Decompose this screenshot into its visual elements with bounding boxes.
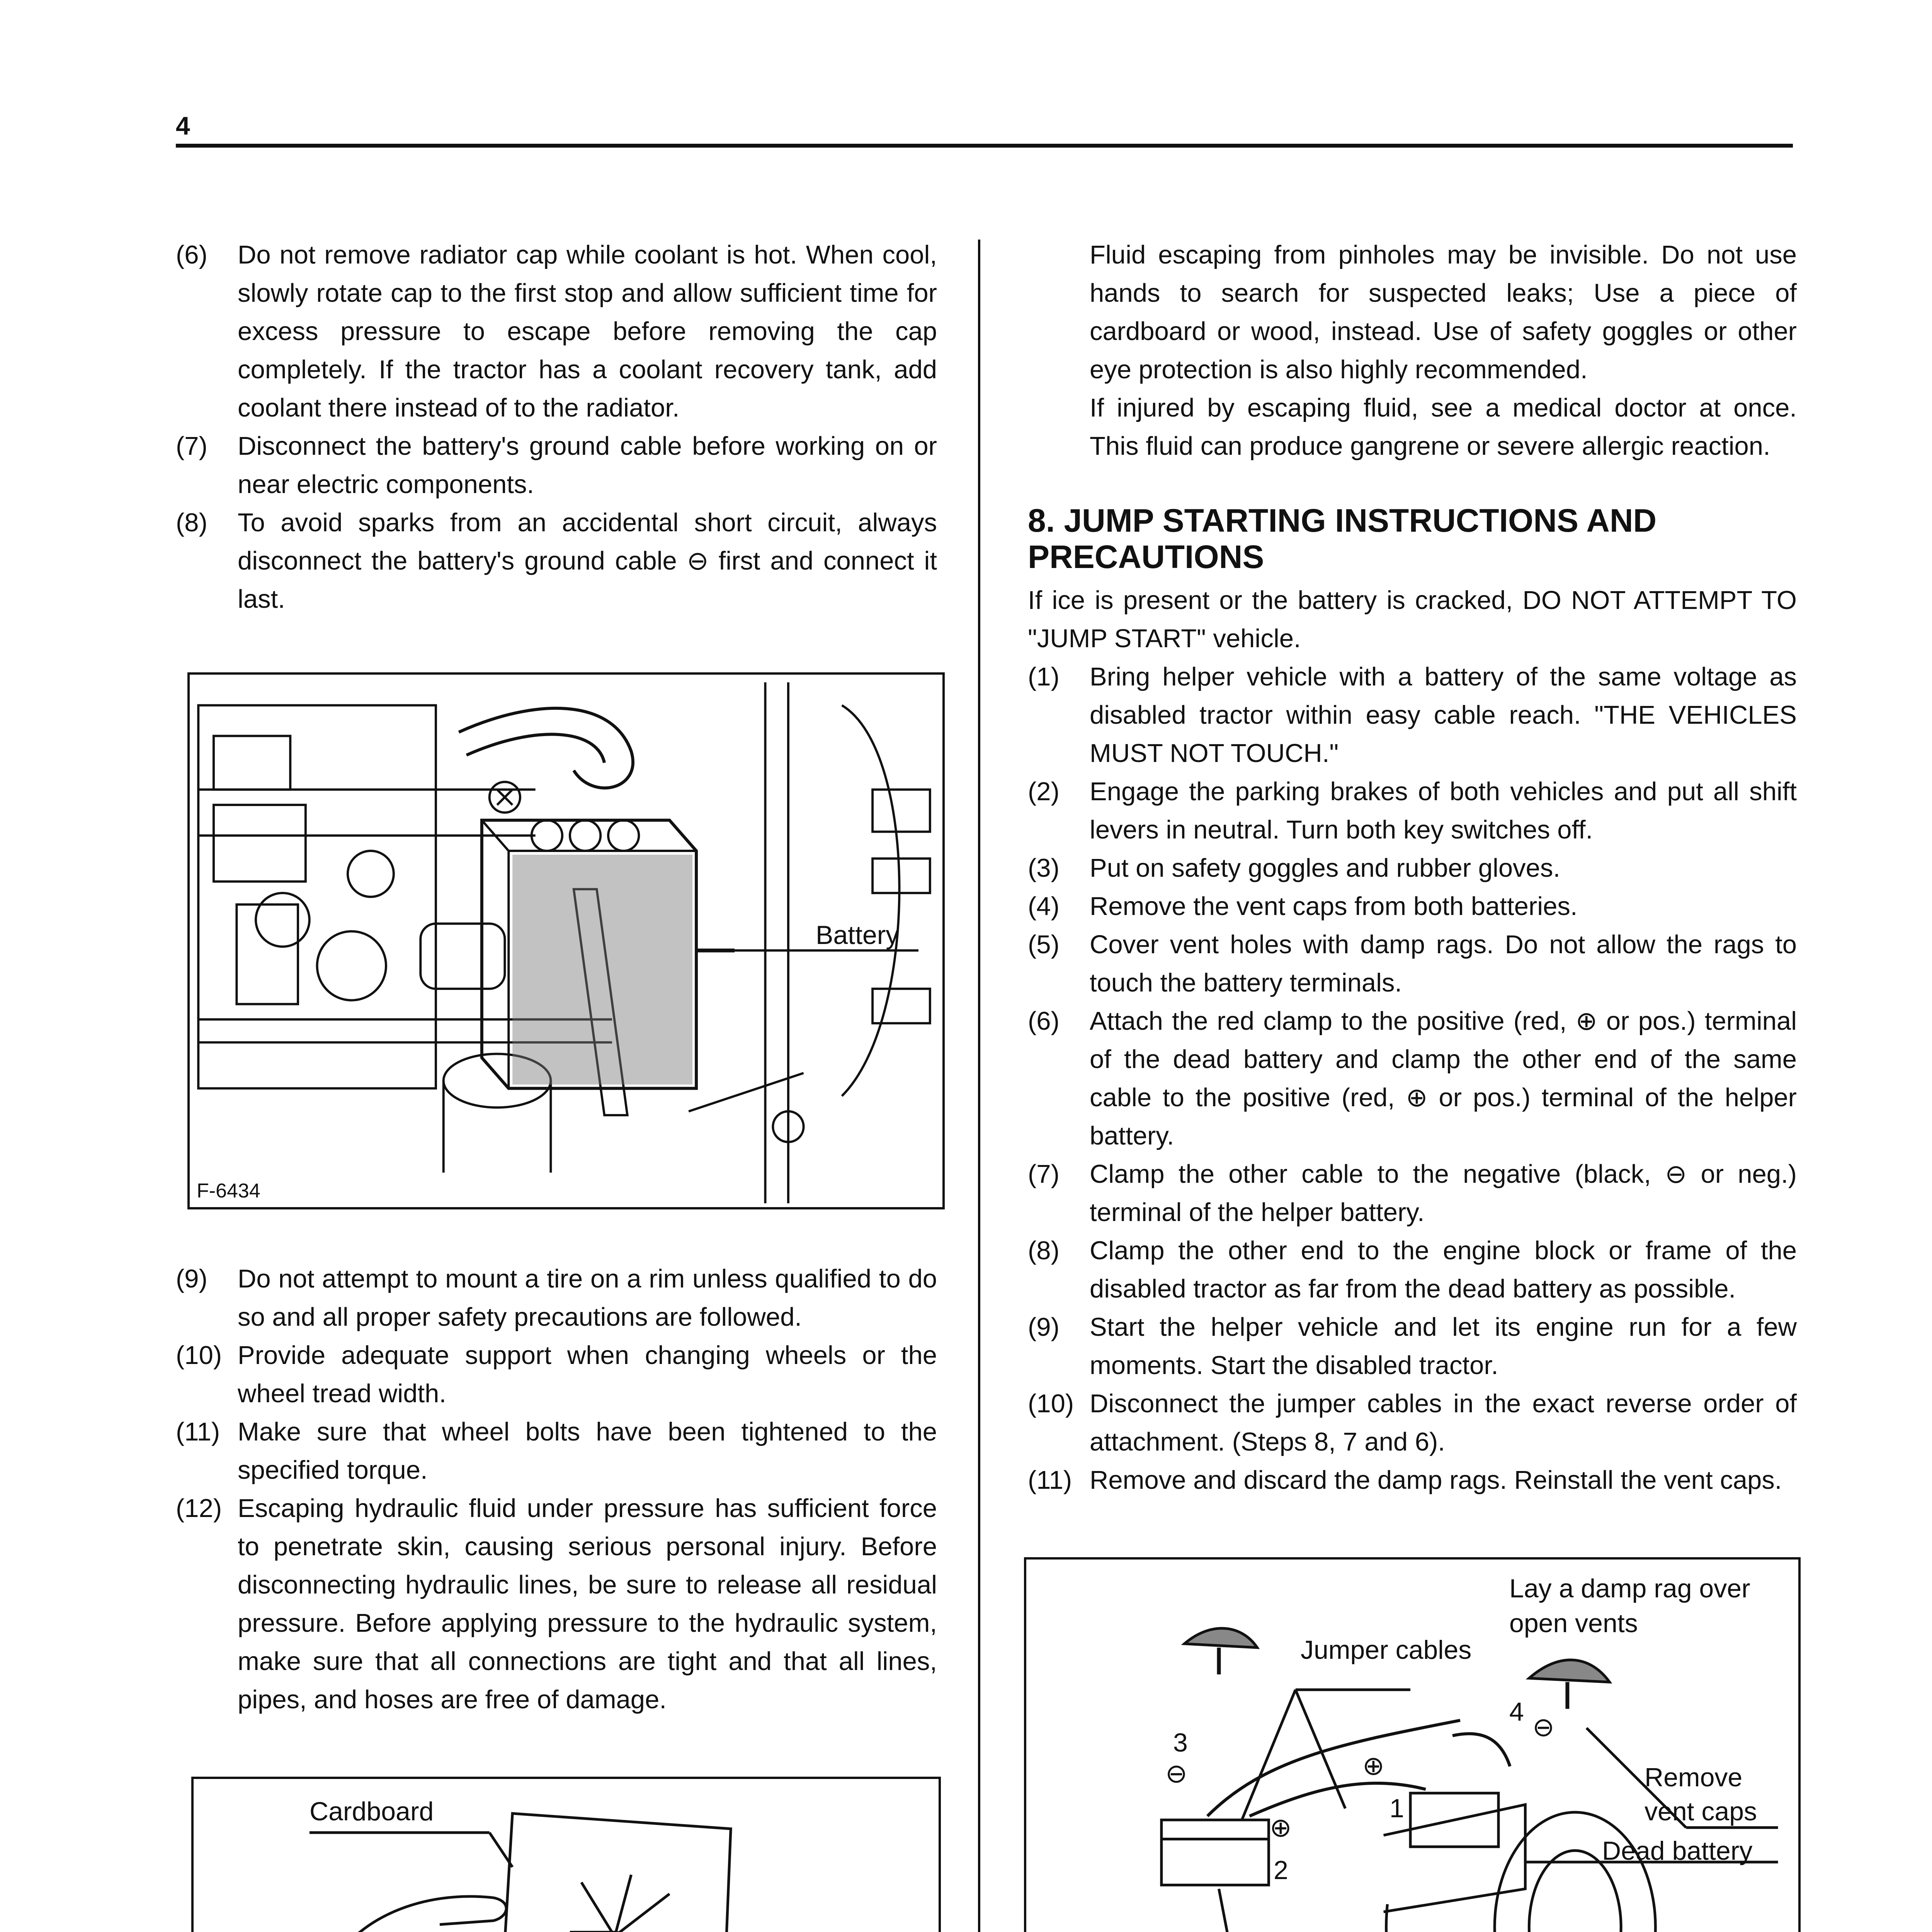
item-text: Clamp the other cable to the negative (black, ⊖ or neg.) terminal of the helper battery. <box>1090 1160 1797 1227</box>
step-number: 2 <box>1274 1855 1288 1885</box>
list-item <box>1028 1231 1797 1308</box>
item-text: Bring helper vehicle with a battery of the same voltage as disabled tractor within easy cable reach. "THE VEHICLES MUST NOT TOUCH." <box>1090 662 1797 768</box>
list-item <box>1028 849 1797 887</box>
negative-symbol: ⊖ <box>1532 1713 1554 1742</box>
item-number: (11) <box>176 1417 220 1446</box>
leak-check-figure <box>191 1777 941 1932</box>
list-item <box>1028 1155 1797 1231</box>
header-rule <box>176 144 1793 148</box>
item-text: Put on safety goggles and rubber gloves. <box>1090 854 1560 883</box>
negative-symbol: ⊖ <box>1165 1759 1187 1788</box>
step-number: 1 <box>1389 1794 1404 1823</box>
item-text: Disconnect the battery's ground cable before working on or near electric components. <box>238 432 937 499</box>
item-number: (9) <box>176 1264 207 1293</box>
section-intro: If ice is present or the battery is cracked, DO NOT ATTEMPT TO "JUMP START" vehicle. <box>1028 586 1797 653</box>
list-item <box>176 1336 937 1413</box>
figure-code: F-6434 <box>197 1180 260 1202</box>
item-text: Remove the vent caps from both batteries. <box>1090 892 1578 921</box>
item-number: (8) <box>176 508 207 537</box>
section-title: 8. JUMP STARTING INSTRUCTIONS AND PRECAUTIONS <box>1028 502 1657 575</box>
item-text: Disconnect the jumper cables in the exact reverse order of attachment. (Steps 8, 7 and 6). <box>1090 1389 1797 1456</box>
paragraph: Fluid escaping from pinholes may be invisible. Do not use hands to search for suspected leaks; Use a piece of cardboard or wood, instead. Use of safety goggles or other eye protection is also highly recommended. <box>1090 240 1797 384</box>
paragraph: If injured by escaping fluid, see a medical doctor at once. This fluid can produce gangrene or severe allergic reaction. <box>1090 393 1797 461</box>
list-item <box>1028 887 1797 925</box>
item-text: Do not attempt to mount a tire on a rim unless qualified to do so and all proper safety precautions are followed. <box>238 1264 937 1332</box>
list-item <box>1028 658 1797 772</box>
item-number: (12) <box>176 1494 222 1523</box>
list-item <box>1028 1461 1797 1499</box>
positive-symbol: ⊕ <box>1362 1751 1384 1781</box>
battery-label: Battery <box>816 920 899 950</box>
list-item <box>176 427 937 503</box>
item-number: (7) <box>176 432 207 461</box>
cardboard-label: Cardboard <box>310 1797 434 1826</box>
list-item <box>1028 925 1797 1002</box>
item-number: (6) <box>1028 1007 1060 1036</box>
list-item <box>176 236 937 427</box>
item-text: Clamp the other end to the engine block or frame of the disabled tractor as far from the dead battery as possible. <box>1090 1236 1797 1303</box>
list-item <box>1028 1384 1797 1461</box>
item-text: Attach the red clamp to the positive (red, ⊕ or pos.) terminal of the dead battery and clamp the other end of the same cable to the positive (red, ⊕ or pos.) terminal of the helper battery. <box>1090 1007 1797 1150</box>
item-number: (5) <box>1028 930 1060 959</box>
right-column <box>1028 236 1797 1932</box>
item-number: (3) <box>1028 854 1060 883</box>
item-number: (8) <box>1028 1236 1060 1265</box>
list-item <box>1028 1308 1797 1384</box>
item-text: Start the helper vehicle and let its engine run for a few moments. Start the disabled tractor. <box>1090 1313 1797 1380</box>
list-item <box>176 1489 937 1719</box>
step-number: 3 <box>1173 1728 1188 1757</box>
item-number: (10) <box>176 1341 222 1370</box>
jump-start-figure <box>1024 1557 1801 1932</box>
item-text: Escaping hydraulic fluid under pressure has sufficient force to penetrate skin, causing serious personal injury. Before disconnecting hydraulic lines, be sure to release all residual pressure. Before applying pressure to the hydraulic system, make sure that all connections are tight and that all lines, pipes, and hoses are free of damage. <box>238 1494 937 1714</box>
dead-battery-label: Dead battery <box>1602 1836 1753 1866</box>
step-number: 4 <box>1509 1697 1524 1726</box>
leak-check-illustration <box>194 1779 939 1932</box>
column-divider <box>978 240 980 1932</box>
item-text: Remove and discard the damp rags. Reinstall the vent caps. <box>1090 1466 1782 1495</box>
remove-vent-caps-label: Remove vent caps <box>1645 1763 1757 1826</box>
item-number: (1) <box>1028 662 1060 691</box>
page-number: 4 <box>176 111 190 140</box>
list-item <box>176 503 937 618</box>
item-text: Make sure that wheel bolts have been tightened to the specified torque. <box>238 1417 937 1485</box>
item-number: (2) <box>1028 777 1060 806</box>
item-text: Cover vent holes with damp rags. Do not allow the rags to touch the battery terminals. <box>1090 930 1797 997</box>
list-item <box>1028 772 1797 849</box>
item-number: (4) <box>1028 892 1060 921</box>
item-text: To avoid sparks from an accidental short circuit, always disconnect the battery's ground cable ⊖ first and connect it last. <box>238 508 937 614</box>
battery-location-figure <box>187 672 945 1209</box>
positive-symbol: ⊕ <box>1270 1813 1292 1842</box>
item-12-continuation <box>1028 236 1797 465</box>
item-number: (6) <box>176 240 207 269</box>
item-number: (7) <box>1028 1160 1060 1189</box>
item-text: Engage the parking brakes of both vehicles and put all shift levers in neutral. Turn both key switches off. <box>1090 777 1797 844</box>
item-number: (9) <box>1028 1313 1060 1342</box>
list-item <box>1028 1002 1797 1155</box>
item-number: (10) <box>1028 1389 1074 1418</box>
damp-rag-label: Lay a damp rag over open vents <box>1509 1574 1750 1638</box>
item-text: Do not remove radiator cap while coolant is hot. When cool, slowly rotate cap to the first stop and allow sufficient time for excess pressure to escape before removing the cap completely. If the tractor has a coolant recovery tank, add coolant there instead of to the radiator. <box>238 240 937 422</box>
list-item <box>176 1413 937 1489</box>
item-number: (11) <box>1028 1466 1072 1495</box>
left-column <box>176 236 937 1932</box>
jumper-cables-label: Jumper cables <box>1301 1635 1472 1665</box>
item-text: Provide adequate support when changing wheels or the wheel tread width. <box>238 1341 937 1408</box>
list-item <box>176 1260 937 1336</box>
